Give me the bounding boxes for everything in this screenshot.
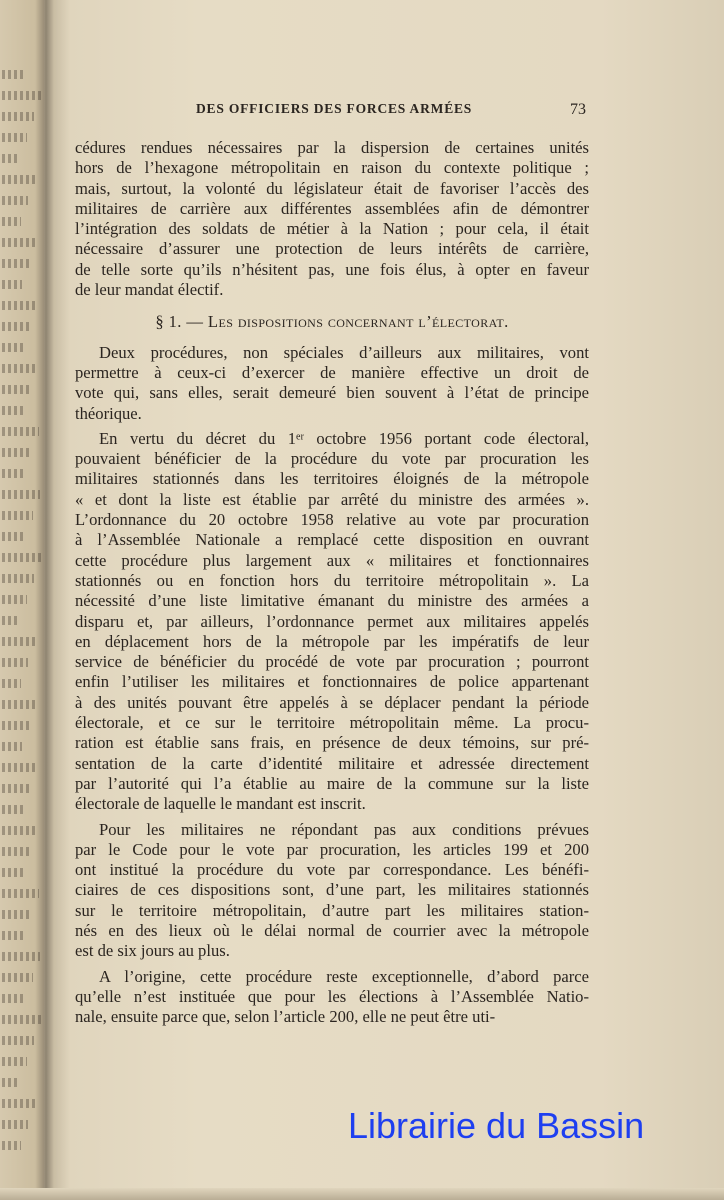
text-line: En vertu du décret du 1ᵉʳ octobre 1956 portant code électoral, xyxy=(99,428,589,448)
facing-page-text-fragment xyxy=(2,763,37,772)
facing-page-text-fragment xyxy=(2,910,32,919)
section-paragraphs xyxy=(75,343,589,1028)
running-title: DES OFFICIERS DES FORCES ARMÉES xyxy=(196,101,473,116)
text-line: hors de l’hexagone métropolitain en raison du contexte politique ; xyxy=(75,158,589,178)
facing-page-text-fragment xyxy=(2,973,33,982)
section-heading: § 1. — Les dispositions concernant l’électorat. xyxy=(155,312,509,332)
facing-page-text-fragment xyxy=(2,532,26,541)
page-bottom-edge xyxy=(0,1188,724,1200)
facing-page-text-fragment xyxy=(2,112,34,121)
facing-page-text-fragment xyxy=(2,91,41,100)
text-line: électorale, et ce sur le territoire métropolitain même. La procu- xyxy=(75,713,589,733)
text-line: A l’origine, cette procédure reste exceptionnelle, d’abord parce xyxy=(99,966,589,986)
paragraph xyxy=(75,820,589,962)
body-text xyxy=(75,138,589,1032)
facing-page-text-fragment xyxy=(2,658,28,667)
facing-page-text-fragment xyxy=(2,868,24,877)
facing-page-text-fragment xyxy=(2,742,22,751)
facing-page-text-fragment xyxy=(2,406,24,415)
paragraph xyxy=(75,343,589,424)
facing-page-text-fragment xyxy=(2,847,31,856)
facing-page-text-fragment xyxy=(2,637,35,646)
facing-page-text-fragment xyxy=(2,994,26,1003)
text-line: à l’Assemblée Nationale a remplacé cette disposition en ouvrant xyxy=(75,530,589,550)
facing-page-text-fragment xyxy=(2,1015,41,1024)
text-line: stationnés ou en fonction hors du territoire métropolitain ». La xyxy=(75,570,589,590)
text-line: Pour les militaires ne répondant pas aux conditions prévues xyxy=(99,819,589,839)
facing-page-text-fragment xyxy=(2,259,29,268)
text-line: pouvaient bénéficier de la procédure du vote par procuration les xyxy=(75,449,589,469)
facing-page-text-fragment xyxy=(2,931,25,940)
facing-page-text-fragment xyxy=(2,427,39,436)
facing-page-text-fragment xyxy=(2,889,39,898)
paragraph xyxy=(75,967,589,1028)
facing-page-text-fragment xyxy=(2,385,31,394)
text-line: sur le territoire métropolitain, d’autre part les militaires station- xyxy=(75,900,589,920)
facing-page-text-fragment xyxy=(2,448,32,457)
text-line: cédures rendues nécessaires par la dispersion de certaines unités xyxy=(75,138,589,157)
text-line: de leur mandat électif. xyxy=(75,280,224,300)
page-number: 73 xyxy=(570,101,586,118)
facing-page-text-fragment xyxy=(2,280,22,289)
text-line: disparu et, par ailleurs, l’ordonnance permet aux militaires appelés xyxy=(75,611,589,631)
text-line: cette procédure plus largement aux « militaires et fonctionnaires xyxy=(75,550,589,570)
facing-page-text-fragment xyxy=(2,616,20,625)
watermark: Librairie du Bassin xyxy=(348,1105,645,1146)
facing-page-text-fragment xyxy=(2,700,36,709)
text-line: « et dont la liste est établie par arrêté du ministre des armées ». xyxy=(75,489,589,509)
text-line: ont institué la procédure du vote par correspondance. Les bénéfi- xyxy=(75,860,589,880)
facing-page-text-fragment xyxy=(2,364,38,373)
facing-page-text-fragment xyxy=(2,1057,27,1066)
facing-page-text-fragment xyxy=(2,805,23,814)
text-line: est de six jours au plus. xyxy=(75,941,230,961)
facing-page-text-fragment xyxy=(2,679,21,688)
paragraph xyxy=(75,138,589,300)
text-line: sentation de la carte d’identité militaire et adressée directement xyxy=(75,753,589,773)
facing-page-text-fragment xyxy=(2,343,23,352)
text-line: militaires de carrière aux différentes assemblées afin de démontrer xyxy=(75,198,589,218)
facing-page-text-fragment xyxy=(2,1036,34,1045)
text-line: en déplacement hors de la métropole par les impératifs de leur xyxy=(75,631,589,651)
facing-page-text-fragment xyxy=(2,217,21,226)
text-line: l’intégration des soldats de métier à la Nation ; pour cela, il était xyxy=(75,219,589,239)
facing-page-text-fragment xyxy=(2,1099,35,1108)
facing-page-text-fragment xyxy=(2,154,20,163)
facing-page-text-fragment xyxy=(2,511,33,520)
text-line: L’ordonnance du 20 octobre 1958 relative au vote par procuration xyxy=(75,510,589,530)
facing-page-text-fragment xyxy=(2,322,30,331)
text-line: mais, surtout, la volonté du législateur était de favoriser l’accès des xyxy=(75,178,589,198)
text-line: théorique. xyxy=(75,403,142,423)
paragraph xyxy=(75,429,589,815)
text-line: Deux procédures, non spéciales d’ailleurs aux militaires, vont xyxy=(99,342,589,362)
facing-page-text-fragment xyxy=(2,175,35,184)
facing-page-text-fragment xyxy=(2,238,36,247)
facing-page-text-fragment xyxy=(2,469,25,478)
text-line: par le Code pour le vote par procuration, les articles 199 et 200 xyxy=(75,839,589,859)
text-line: nécessaire d’assurer une protection de leurs intérêts de carrière, xyxy=(75,239,589,259)
facing-page-text-fragment xyxy=(2,490,40,499)
facing-page-text-fragment xyxy=(2,70,26,79)
text-line: ration est établie sans frais, en présence de deux témoins, sur pré- xyxy=(75,733,589,753)
text-line: vote qui, sans elles, serait demeuré bien souvent à l’état de principe xyxy=(75,383,589,403)
text-line: militaires stationnés dans les territoires éloignés de la métropole xyxy=(75,469,589,489)
facing-page-text-fragment xyxy=(2,826,38,835)
facing-page-text-fragment xyxy=(2,1078,20,1087)
facing-page-text-fragment xyxy=(2,574,34,583)
text-line: par l’autorité qui l’a établie au maire de la commune sur la liste xyxy=(75,773,589,793)
facing-page-text-fragment xyxy=(2,721,29,730)
facing-page-text-fragment xyxy=(2,1141,21,1150)
facing-page-text-fragment xyxy=(2,196,28,205)
facing-page-text-fragment xyxy=(2,595,27,604)
text-line: enfin l’utiliser les militaires et fonctionnaires de police appartenant xyxy=(75,672,589,692)
text-line: nés en des lieux où le délai normal de courrier avec la métropole xyxy=(75,920,589,940)
text-line: nécessité d’une liste limitative émanant du ministre des armées a xyxy=(75,591,589,611)
text-line: qu’elle n’est instituée que pour les élections à l’Assemblée Natio- xyxy=(75,986,589,1006)
opening-paragraphs xyxy=(75,138,589,300)
text-line: permettre à ceux-ci d’exercer de manière effective un droit de xyxy=(75,362,589,382)
text-line: ciaires de ces dispositions sont, d’une part, les militaires stationnés xyxy=(75,880,589,900)
facing-page-text-fragment xyxy=(2,784,30,793)
facing-page-text-fragment xyxy=(2,952,40,961)
facing-page-text-fragment xyxy=(2,133,27,142)
facing-page-text-fragment xyxy=(2,553,41,562)
facing-page-text-fragment xyxy=(2,1120,28,1129)
text-line: service de bénéficier du procédé de vote par procuration ; pourront xyxy=(75,652,589,672)
text-line: à des unités pouvant être appelés à se déplacer pendant la période xyxy=(75,692,589,712)
text-line: nale, ensuite parce que, selon l’article 200, elle ne peut être uti- xyxy=(75,1007,496,1027)
facing-page-text-fragment xyxy=(2,301,37,310)
text-line: électorale de laquelle le mandant est inscrit. xyxy=(75,794,366,814)
text-line: de telle sorte qu’ils n’hésitent pas, une fois élus, à opter en faveur xyxy=(75,259,589,279)
